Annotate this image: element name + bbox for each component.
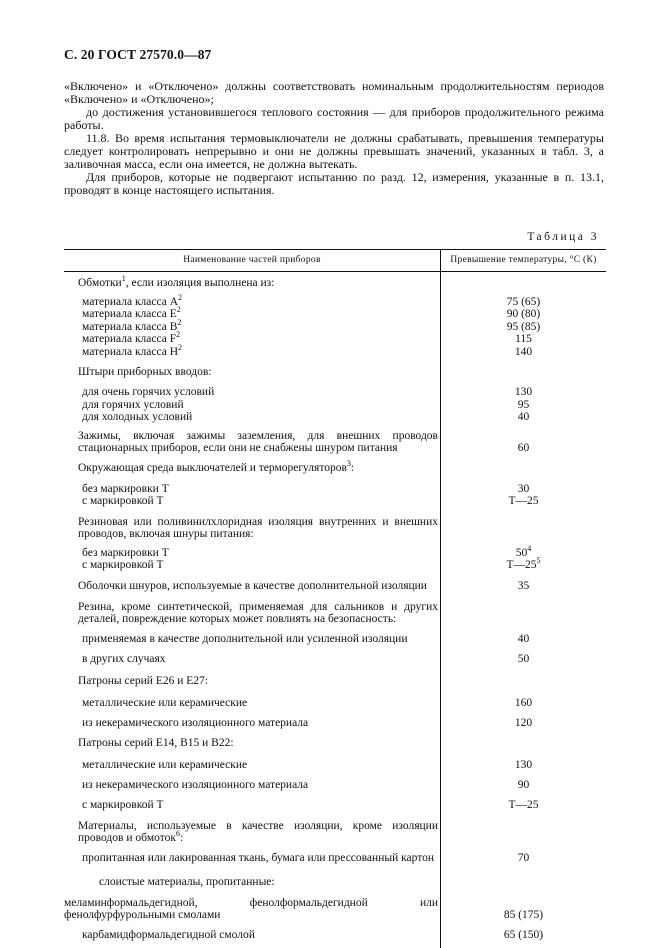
table-row <box>64 865 606 889</box>
row-item-value: $50^4$ <box>515 543 532 559</box>
table-row <box>64 559 606 572</box>
table-row <box>64 358 606 378</box>
row-item-value: 120 <box>514 717 533 729</box>
row-item-label: для горячих условий <box>64 399 441 412</box>
row-item-value: 140 <box>514 345 533 358</box>
row-rubber-pvc-label: Резиновая или поливинилхлоридная изоляция внутренних и внешних проводов, включая шнуры питания: <box>64 516 441 541</box>
table-row <box>64 386 606 399</box>
row-laminates-label: слоистые материалы, пропитанные: <box>64 865 441 889</box>
table-row <box>64 308 606 321</box>
row-item-label: из некерамического изоляционного материала <box>64 710 441 730</box>
row-item-label: в других случаях <box>64 646 441 666</box>
row-windings-label: Обмотки$^1$, если изоляция выполнена из: <box>64 272 441 290</box>
row-item-value: 40 <box>517 411 530 423</box>
table-row <box>64 455 606 475</box>
table-row <box>64 792 606 812</box>
paragraph-11-8: 11.8. Во время испытания термовыключатели не должны срабатывать, превышения температуры следует контролировать непрерывно и они не должны превышать значений, указанных в табл. 3, а заливочная масса, если она имеется, не должна вытекать. <box>64 131 604 171</box>
row-item-label: с маркировкой Т <box>64 559 441 572</box>
table-row <box>64 346 606 359</box>
row-item-label: материала класса $Н^2$ <box>64 346 441 359</box>
table-row <box>64 750 606 772</box>
page-header: С. 20 ГОСТ 27570.0—87 <box>64 47 212 62</box>
table-row <box>64 321 606 334</box>
temperature-rise-table <box>64 249 606 948</box>
table-row <box>64 626 606 646</box>
column-header-rise: Превышение температуры, °С (К) <box>441 250 607 272</box>
row-item-value: 130 <box>514 386 533 398</box>
row-item-value: 95 <box>517 398 530 411</box>
row-item-value: 115 <box>515 333 532 345</box>
row-item-label: металлические или керамические <box>64 688 441 710</box>
row-lampholders-b-label: Патроны серий Е14, В15 и В22: <box>64 730 441 750</box>
row-item-value: 90 (80) <box>506 308 541 320</box>
table-row <box>64 820 606 845</box>
row-item-label: без маркировки Т <box>64 483 441 496</box>
column-header-part: Наименование частей приборов <box>64 250 441 272</box>
row-item-value: 40 <box>517 633 530 645</box>
row-item-label: металлические или керамические <box>64 750 441 772</box>
table-header-row <box>64 250 606 272</box>
table-row <box>64 845 606 865</box>
row-item-label: материала класса $А^2$ <box>64 296 441 309</box>
table-row <box>64 666 606 688</box>
table-row <box>64 772 606 792</box>
row-item-value: 95 (85) <box>506 320 541 333</box>
row-cord-sheaths-label: Оболочки шнуров, используемые в качестве дополнительной изоляции <box>64 572 441 593</box>
table-row <box>64 430 606 455</box>
row-item-value: Т—25 <box>508 799 539 811</box>
table-row <box>64 495 606 508</box>
row-switch-env-label: Окружающая среда выключателей и терморегуляторов$^3$: <box>64 455 441 475</box>
row-item-label: для очень горячих условий <box>64 386 441 399</box>
table-row <box>64 411 606 424</box>
table-row <box>64 922 606 942</box>
row-terminals-label: Зажимы, включая зажимы заземления, для внешних проводов стационарных приборов, если они не снабжены шнуром питания <box>64 430 441 455</box>
row-cord-sheaths-value: 35 <box>517 580 530 592</box>
table-row <box>64 710 606 730</box>
row-item-label: пропитанная или лакированная ткань, бумага или прессованный картон <box>64 845 441 865</box>
row-insulation-materials-label: Материалы, используемые в качестве изоляции, кроме изоляции проводов и обмоток$^6$: <box>64 820 441 845</box>
row-pins-label: Штыри приборных вводов: <box>64 358 441 378</box>
row-item-label: карбамидформальдегидной смолой <box>64 922 441 942</box>
row-item-value: 75 (65) <box>506 295 541 308</box>
row-item-label: с маркировкой Т <box>64 495 441 508</box>
table-row <box>64 333 606 346</box>
row-item-label: для холодных условий <box>64 411 441 424</box>
row-item-value: 85 (175) <box>503 909 544 921</box>
table-row <box>64 646 606 666</box>
row-item-value: Т—25 <box>508 495 539 507</box>
row-item-label: меламинформальдегидной, фенолформальдегидной или фенолфурфурольными смолами <box>64 897 441 922</box>
row-item-value: $Т—25^5$ <box>506 556 541 571</box>
row-item-label: материала класса $В^2$ <box>64 321 441 334</box>
table-row <box>64 272 606 290</box>
row-item-label: без маркировки Т <box>64 547 441 560</box>
row-item-value: 130 <box>514 759 533 771</box>
table-row <box>64 516 606 541</box>
row-item-value: 70 <box>517 852 530 864</box>
table-row <box>64 730 606 750</box>
table-row <box>64 483 606 496</box>
table-label: Таблица 3 <box>527 231 599 243</box>
paragraph-section-12: Для приборов, которые не подвергают испытанию по разд. 12, измерения, указанные в п. 13.1, проводят в конце настоящего испытания. <box>64 170 604 197</box>
table-row <box>64 296 606 309</box>
row-terminals-value: 60 <box>517 442 530 454</box>
row-item-label: материала класса $F^2$ <box>64 333 441 346</box>
table-row <box>64 897 606 922</box>
table-row <box>64 399 606 412</box>
row-item-label: с маркировкой Т <box>64 792 441 812</box>
paragraph-steady-state: до достижения установившегося теплового состояния — для приборов продолжительного режима работы. <box>64 105 604 132</box>
row-synthetic-rubber-label: Резина, кроме синтетической, применяемая для сальников и других деталей, повреждение которых может повлиять на безопасность: <box>64 601 441 626</box>
row-lampholders-e-label: Патроны серий Е26 и Е27: <box>64 666 441 688</box>
row-item-value: 65 (150) <box>503 929 544 941</box>
row-item-value: 30 <box>517 482 530 495</box>
row-item-label: из некерамического изоляционного материала <box>64 772 441 792</box>
row-item-label: применяемая в качестве дополнительной или усиленной изоляции <box>64 626 441 646</box>
row-item-value: 160 <box>514 697 533 709</box>
table-row <box>64 547 606 560</box>
row-item-value: 90 <box>517 779 530 791</box>
row-item-label: материала класса $Е^2$ <box>64 308 441 321</box>
row-item-value: 50 <box>517 653 530 665</box>
table-row <box>64 601 606 626</box>
table-row <box>64 572 606 593</box>
table-row <box>64 688 606 710</box>
paragraph-on-off: «Включено» и «Отключено» должны соответствовать номинальным продолжительностям периодов «Включено» и «Отключено»; <box>64 79 604 106</box>
